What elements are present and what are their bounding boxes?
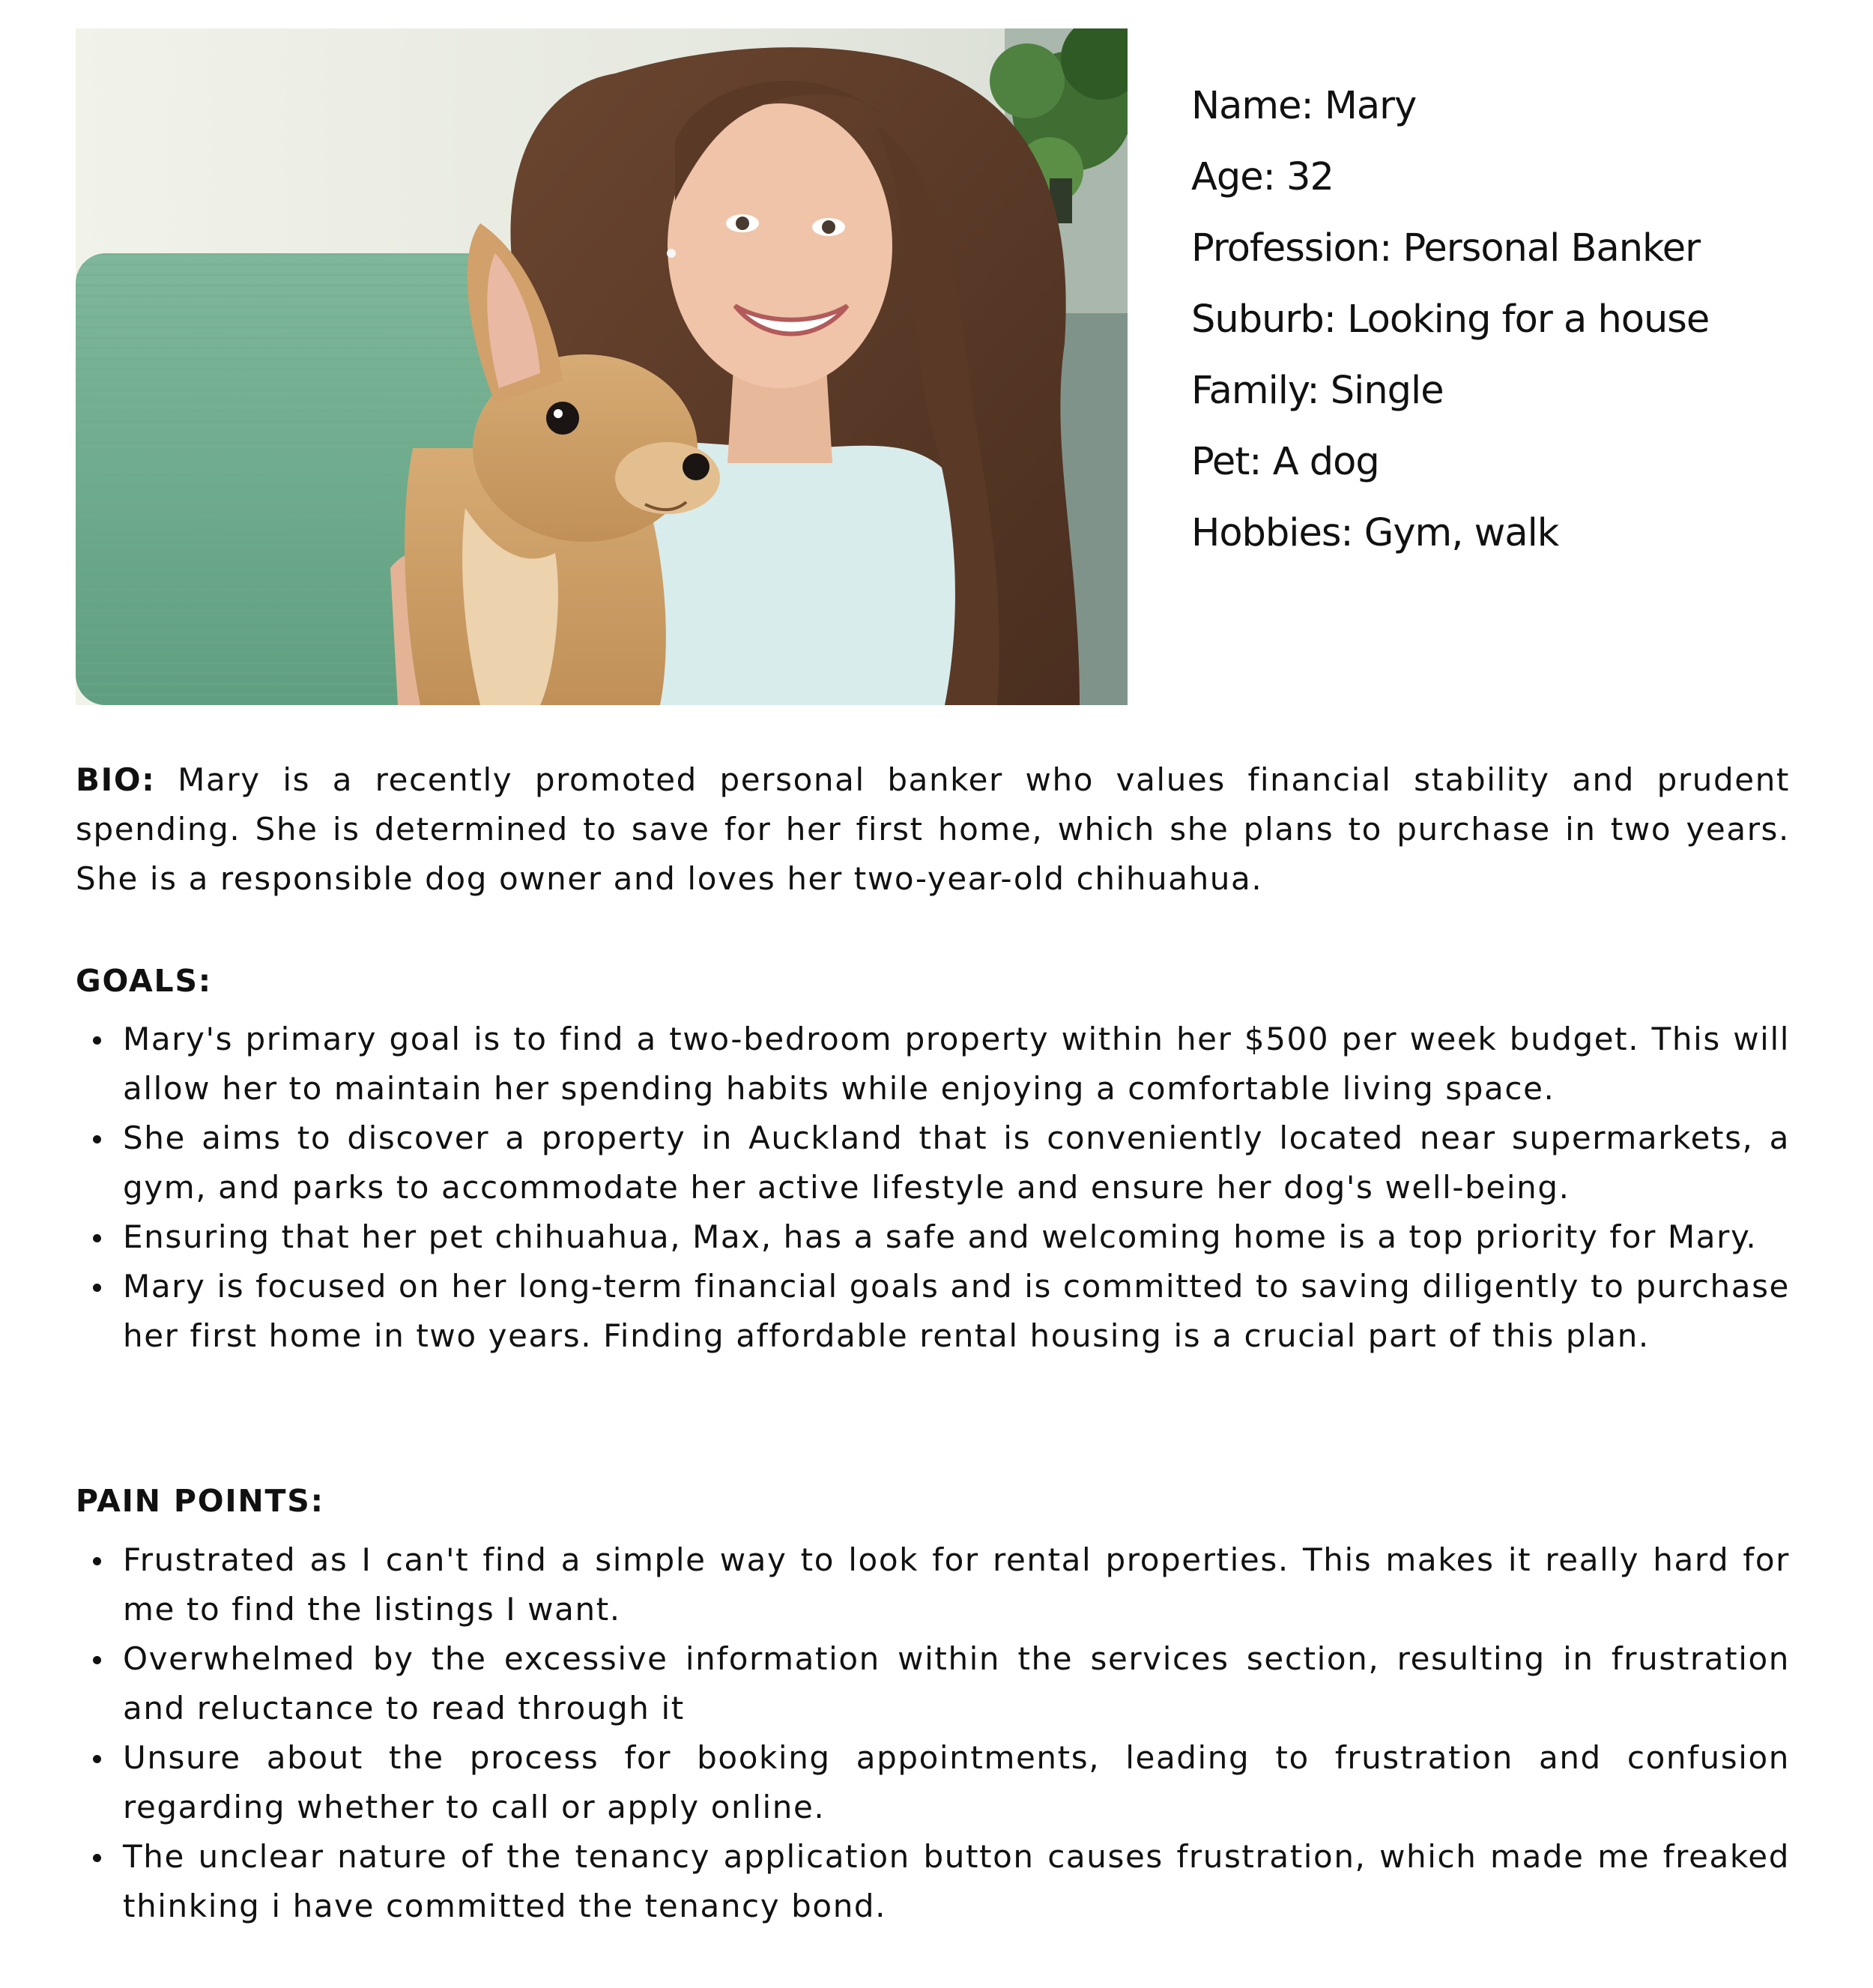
pain-point-item (76, 1634, 1790, 1733)
goal-item-text: Mary's primary goal is to find a two-bedroom property within her $500 per week budget. This will allow her to maintain her spending habits while enjoying a comfortable living space. (123, 1021, 1790, 1107)
persona-photo-illustration (76, 28, 1128, 705)
pain-point-item (76, 1733, 1790, 1832)
bullet-icon (93, 1656, 101, 1664)
profile-pet: Pet: A dog (1191, 440, 1379, 484)
pain-points-list (76, 1535, 1790, 1931)
pain-point-text: Overwhelmed by the excessive information within the services section, resulting in frustration and reluctance to read through it (123, 1640, 1790, 1726)
goal-item (76, 1262, 1790, 1361)
goal-item (76, 1212, 1790, 1262)
goals-heading: GOALS: (76, 963, 212, 999)
pain-point-text: Unsure about the process for booking appointments, leading to frustration and confusion regarding whether to call or apply online. (123, 1739, 1790, 1825)
pain-point-text: The unclear nature of the tenancy application button causes frustration, which made me freaked thinking i have committed the tenancy bond. (123, 1838, 1790, 1924)
profile-hobbies: Hobbies: Gym, walk (1191, 511, 1559, 555)
goal-item-text: Mary is focused on her long-term financial goals and is committed to saving diligently to purchase her first home in two years. Finding affordable rental housing is a crucial part of this plan. (123, 1268, 1790, 1354)
profile-name: Name: Mary (1191, 84, 1417, 128)
goal-item-text: She aims to discover a property in Auckland that is conveniently located near supermarkets, a gym, and parks to accommodate her active lifestyle and ensure her dog's well-being. (123, 1120, 1790, 1206)
goals-list (76, 1015, 1790, 1361)
bullet-icon (93, 1234, 101, 1242)
profile-details (1191, 70, 1828, 569)
bullet-icon (93, 1755, 101, 1763)
pain-points-heading: PAIN POINTS: (76, 1483, 324, 1519)
goal-item-text: Ensuring that her pet chihuahua, Max, has a safe and welcoming home is a top priority for Mary. (123, 1218, 1758, 1255)
bullet-icon (93, 1854, 101, 1862)
profile-family: Family: Single (1191, 369, 1444, 413)
profile-suburb: Suburb: Looking for a house (1191, 297, 1710, 342)
pain-point-text: Frustrated as I can't find a simple way to look for rental properties. This makes it really hard for me to find the listings I want. (123, 1541, 1790, 1628)
bio-label: BIO: (76, 761, 156, 798)
pain-point-item (76, 1832, 1790, 1931)
pain-point-item (76, 1535, 1790, 1634)
profile-age: Age: 32 (1191, 155, 1334, 199)
bullet-icon (93, 1557, 101, 1565)
bio-paragraph (76, 755, 1790, 904)
bullet-icon (93, 1036, 101, 1045)
persona-photo (76, 28, 1128, 705)
bullet-icon (93, 1284, 101, 1292)
bullet-icon (93, 1135, 101, 1143)
goal-item (76, 1015, 1790, 1114)
bio-text: Mary is a recently promoted personal banker who values financial stability and prudent spending. She is determined to save for her first home, which she plans to purchase in two years. She is a responsible dog owner and loves her two-year-old chihuahua. (76, 761, 1790, 897)
profile-profession: Profession: Personal Banker (1191, 226, 1701, 271)
goal-item (76, 1114, 1790, 1212)
